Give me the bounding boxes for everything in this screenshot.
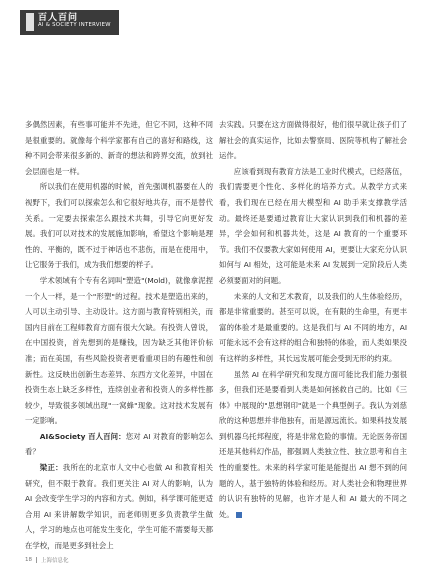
right-column [219,117,407,522]
answer-text: 我所在的北京市人文中心也做 AI 和教育相关研究，但不限于教育。我们更关注 AI 对人的影响，认为 AI 会改变学生学习的内容和方式。例如，科学课可能更适合用 AI 来讲解数学知识，而老师则更多负责教学生做人，学习的地点也可能发生变化，学生可能不需要每天都在学校，而是更多到社会上 [25,463,213,551]
end-mark-icon [236,512,242,518]
page-number: 18 [25,557,32,563]
logo-mark-icon [26,13,34,31]
paragraph: 多偶然因素，有些事可能并不先进，但它不同，这种不同是很重要的。就像每个科学家都有自己的喜好和路线，这种不同会带来很多新的、新奇的想法和跨界交流，放到社会层面也是一样。 [25,120,213,176]
paragraph: 所以我们在使用机器的时候，首先强调机器要在人的视野下，我们可以探索怎么和它很好地共存，而不是替代关系。一定要去探索怎么跟技术共舞，引导它向更好发展。我们可以对技术的发展施加影响，希望这个影响是理性的、平衡的，既不过于神话也不悲伤，而是在使用中，让它服务于我们，成为我们想要的样子。 [25,182,213,270]
paragraph: 未来的人文和艺术教育，以及我们的人生体验经历，都是非常重要的。甚至可以说，在有限的生命里，有更丰富的体验才是最重要的。这是我们与 AI 不同的地方，AI 可能永远不会有这样的组合和独特的体验，而人类如果没有这样的多样性，其长远发展可能会受到无形的约束。 [219,291,407,363]
left-column [25,117,213,554]
question-label: AI&Society 百人百问： [39,431,126,441]
question-text: 您对 AI 对教育的影响怎么看？ [25,431,214,457]
publication-name: 上海信息化 [41,558,69,564]
logo-text [38,14,111,29]
logo-title: 百人百问 [38,13,79,23]
paragraph: 去实践。只要在这方面做得很好，他们很早就让孩子们了解社会的真实运作，比如去警察局、医院等机构了解社会运作。 [219,120,407,161]
question-paragraph [25,429,213,460]
column-logo [20,10,119,35]
answer-paragraph [25,460,213,554]
page-footer [25,556,69,564]
logo-subtitle: AI & SOCIETY INTERVIEW [38,22,111,29]
page-header [0,0,427,44]
paragraph-text: 虽然 AI 在科学研究和发现方面可能比我们能力强很多，但我们还是要看到人类是如何拯救自己的。比如《三体》中展现的"思想钢印"就是一个典型例子。我认为刘慈欣的这种思想并非他独有，而是源远流长。如果科技发展到机器乌托邦程度，将是非常危险的事情。无论医务帝国还是其他科幻作品，都强调人类独立性、独立思考和自主性的重要性。未来的科学家可能是能提出 AI 想不到的问题的人，基于独特的体验和经历。对人类社会和物理世界的认识有独特的见解，也许才是人和 AI 最大的不同之处。 [219,369,407,519]
answer-label: 梁正： [39,463,63,473]
paragraph: 学术领域有个专有名词叫"塑造"(Mold)，就像拿泥捏一个人一样，是一个"形塑"的过程。技术是塑造出来的，人可以主动引导、主动设计。这方面与教育特别相关，而国内目前在工程师教育方面有很大欠缺。有投资人曾说，在中国投资，首先想到的是赚钱，因为缺乏其他评价标准；而在美国，有些风险投资者更看重项目的有趣性和创新性。这反映出创新生态差异、东西方文化差异，中国在投资生态上缺乏多样性，连续创业者和投资人的多样性都较少，导致很多领域出现"一窝蜂"现象。这对技术发展有一定影响。 [25,275,213,426]
paragraph [219,367,407,523]
footer-divider [36,557,37,563]
paragraph: 应该看到现有教育方法是工业时代模式，已经落伍，我们需要更个性化、多样化的培养方式。从教学方式来看，我们现在已经在用大模型和 AI 助手来支撑教学活动。最终还是要通过教育让大家认识到我们和机器的差异，学会如何和机器共处，这是 AI 教育的一个重要环节。我们不仅要教大家如何使用 AI，更要让大家充分认识如何与 AI 相处，这可能是未来 AI 发展到一定阶段后人类必须要面对的问题。 [219,166,407,285]
